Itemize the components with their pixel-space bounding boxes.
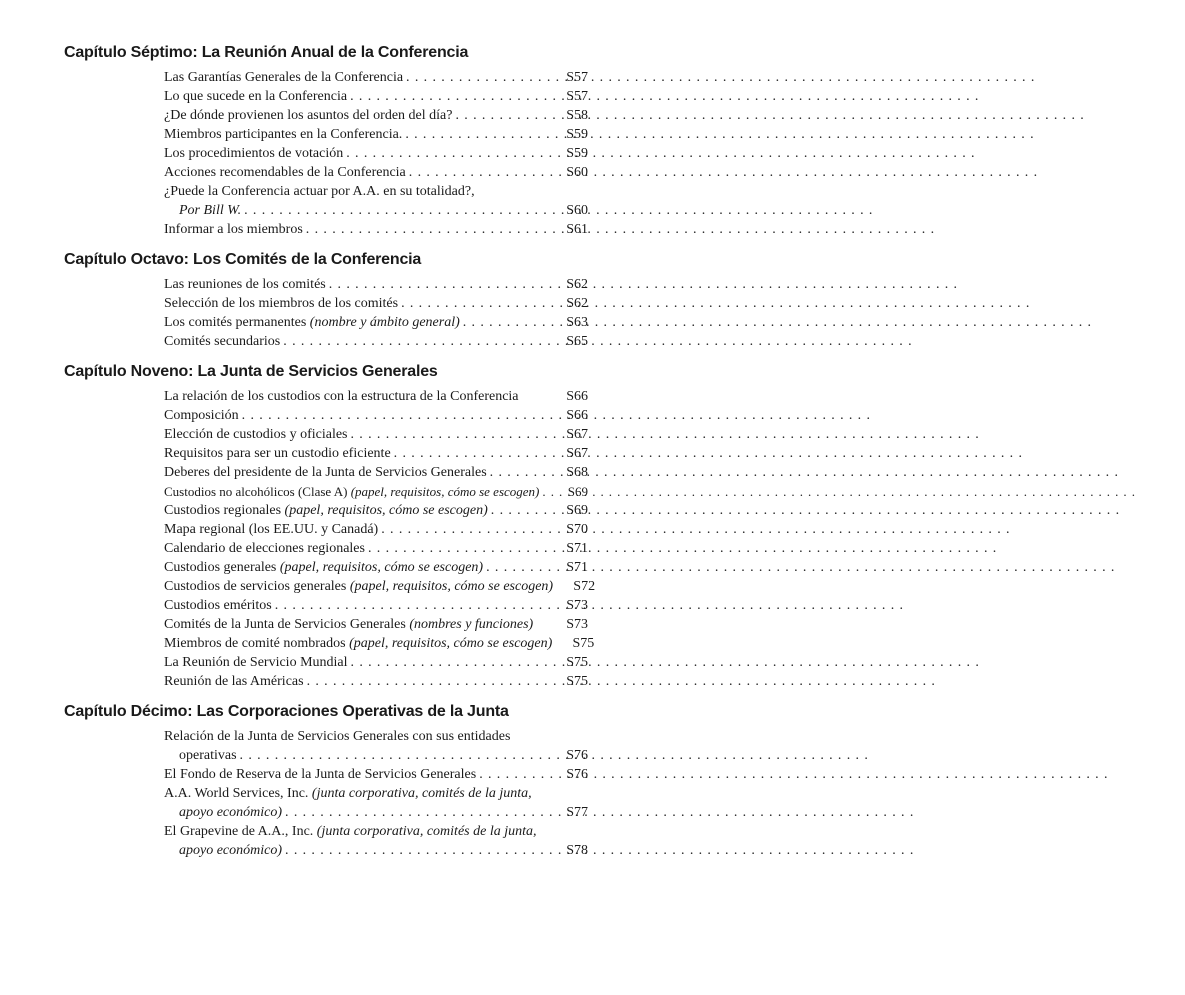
entry-text bbox=[164, 653, 348, 672]
toc-entry bbox=[164, 68, 588, 87]
entry-text bbox=[179, 803, 282, 822]
entry-text-part: El Fondo de Reserva de la Junta de Servicios Generales bbox=[164, 767, 477, 782]
toc-entry bbox=[164, 425, 588, 444]
toc-entry bbox=[164, 463, 588, 482]
page-number: S73 bbox=[566, 617, 588, 632]
dot-leader bbox=[283, 332, 555, 351]
entry-text-part: Deberes del presidente de la Junta de Servicios Generales bbox=[164, 465, 487, 480]
toc-entry bbox=[164, 275, 588, 294]
dot-leader bbox=[242, 406, 555, 425]
chapter-section bbox=[0, 42, 638, 239]
page-number: S73 bbox=[566, 598, 588, 613]
page-number: S62 bbox=[566, 277, 588, 292]
dot-leader bbox=[285, 841, 555, 860]
entry-text-part: Miembros de comité nombrados bbox=[164, 636, 346, 651]
dot-leader bbox=[350, 87, 555, 106]
entry-text-part: Elección de custodios y oficiales bbox=[164, 427, 348, 442]
entry-text-part: Los comités permanentes bbox=[164, 315, 307, 330]
entry-text bbox=[164, 425, 348, 444]
entry-text bbox=[164, 520, 378, 539]
entry-text bbox=[164, 387, 519, 406]
entry-text bbox=[164, 68, 403, 87]
entry-text-part: ¿Puede la Conferencia actuar por A.A. en su totalidad?, bbox=[164, 184, 475, 199]
dot-leader bbox=[381, 520, 555, 539]
entry-text bbox=[179, 746, 237, 765]
toc-entry bbox=[164, 803, 588, 822]
toc-entry bbox=[164, 501, 588, 520]
entry-text bbox=[164, 313, 460, 332]
page-number: S66 bbox=[566, 408, 588, 423]
entry-italic: (papel, requisitos, cómo se escogen) bbox=[349, 636, 553, 651]
entry-text bbox=[164, 765, 476, 784]
entry-text-part: Selección de los miembros de los comités bbox=[164, 296, 399, 311]
entry-italic: (junta corporativa, comités de la junta, bbox=[316, 824, 537, 839]
page-number: S71 bbox=[566, 541, 588, 556]
dot-leader bbox=[275, 596, 555, 615]
toc-entry bbox=[164, 220, 588, 239]
toc-entry bbox=[164, 539, 588, 558]
toc-entry bbox=[164, 596, 588, 615]
entry-text-part: La relación de los custodios con la estructura de la Conferencia bbox=[164, 389, 519, 404]
toc-entry bbox=[164, 653, 588, 672]
entry-text-part: Las reuniones de los comités bbox=[164, 277, 326, 292]
page-number: S57 bbox=[566, 89, 588, 104]
entry-text bbox=[164, 596, 272, 615]
page-number: S69 bbox=[567, 484, 588, 499]
entry-text-part: Reunión de las Américas bbox=[164, 674, 304, 689]
entry-text-part: Comités de la Junta de Servicios Generales bbox=[164, 617, 406, 632]
page-number: S71 bbox=[566, 560, 588, 575]
entry-text bbox=[164, 615, 533, 634]
toc-entry bbox=[164, 163, 588, 182]
dot-leader bbox=[240, 746, 555, 765]
entry-text-part: Informar a los miembros bbox=[164, 222, 303, 237]
page-number: S69 bbox=[566, 503, 588, 518]
page-number: S61 bbox=[566, 222, 588, 237]
chapter-section bbox=[0, 249, 638, 351]
toc-entry bbox=[164, 106, 588, 125]
entry-text-part: Composición bbox=[164, 408, 239, 423]
entry-text-part: La Reunión de Servicio Mundial bbox=[164, 655, 348, 670]
page-number: S76 bbox=[566, 767, 588, 782]
dot-leader bbox=[455, 106, 555, 125]
page-number: S60 bbox=[566, 165, 588, 180]
page-number: S75 bbox=[572, 636, 595, 651]
entry-text-part: Custodios regionales bbox=[164, 503, 282, 518]
entry-text bbox=[164, 87, 347, 106]
dot-leader bbox=[409, 163, 555, 182]
entry-text bbox=[164, 784, 588, 803]
entry-line bbox=[164, 784, 588, 803]
entry-text bbox=[164, 727, 588, 746]
entry-text bbox=[164, 539, 365, 558]
entry-line bbox=[164, 182, 588, 201]
entry-text-part: Custodios de servicios generales bbox=[164, 579, 347, 594]
entry-text bbox=[164, 634, 552, 653]
page-number: S75 bbox=[566, 674, 588, 689]
toc-entry bbox=[164, 313, 588, 332]
entry-text-part: Custodios generales bbox=[164, 560, 277, 575]
entry-text-part: Requisitos para ser un custodio eficiente bbox=[164, 446, 391, 461]
page-number: S63 bbox=[566, 315, 588, 330]
toc-entry bbox=[164, 841, 588, 860]
toc-entry bbox=[164, 520, 588, 539]
toc-entry bbox=[164, 615, 588, 634]
dot-leader bbox=[406, 68, 555, 87]
dot-leader bbox=[463, 313, 555, 332]
dot-leader bbox=[542, 482, 555, 501]
entry-italic: (nombre y ámbito general) bbox=[309, 315, 460, 330]
entry-text-part: Custodios no alcohólicos (Clase A) bbox=[164, 484, 348, 499]
entry-text-part: Custodios eméritos bbox=[164, 598, 272, 613]
entry-text bbox=[164, 332, 280, 351]
entry-text-part: operativas bbox=[179, 748, 237, 763]
entry-text bbox=[164, 294, 398, 313]
entry-italic: Por Bill W. bbox=[179, 203, 242, 218]
page-number: S59 bbox=[566, 146, 588, 161]
toc-entry bbox=[164, 672, 588, 691]
entry-text-part: Comités secundarios bbox=[164, 334, 281, 349]
page-number: S58 bbox=[566, 108, 588, 123]
page-number: S72 bbox=[573, 579, 596, 594]
dot-leader bbox=[351, 653, 555, 672]
dot-leader bbox=[307, 672, 555, 691]
entry-text bbox=[164, 275, 326, 294]
page-number: S67 bbox=[566, 427, 588, 442]
toc-entry bbox=[164, 387, 588, 406]
toc-entry bbox=[164, 294, 588, 313]
entry-list bbox=[164, 387, 596, 691]
entry-text-part: ¿De dónde provienen los asuntos del orden del día? bbox=[164, 108, 453, 123]
entry-text bbox=[164, 822, 588, 841]
toc-entry bbox=[164, 332, 588, 351]
table-of-contents bbox=[0, 42, 638, 870]
page-number: S59 bbox=[566, 127, 588, 142]
dot-leader bbox=[368, 539, 555, 558]
toc-entry bbox=[164, 144, 588, 163]
page-number: S65 bbox=[566, 334, 588, 349]
entry-text-part: Lo que sucede en la Conferencia bbox=[164, 89, 348, 104]
entry-text-part: Miembros participantes en la Conferencia. bbox=[164, 127, 403, 142]
dot-leader bbox=[401, 294, 555, 313]
page-number: S67 bbox=[566, 446, 588, 461]
toc-entry bbox=[164, 406, 588, 425]
entry-list bbox=[164, 275, 588, 351]
entry-text bbox=[164, 182, 588, 201]
chapter-title: Capítulo Décimo: Las Corporaciones Operativas de la Junta bbox=[64, 703, 509, 720]
dot-leader bbox=[329, 275, 555, 294]
entry-text bbox=[164, 406, 239, 425]
entry-text bbox=[164, 463, 487, 482]
chapter-title: Capítulo Séptimo: La Reunión Anual de la Conferencia bbox=[64, 44, 469, 61]
page-number: S77 bbox=[566, 805, 588, 820]
dot-leader bbox=[394, 444, 555, 463]
entry-text-part: Calendario de elecciones regionales bbox=[164, 541, 365, 556]
toc-entry bbox=[164, 634, 595, 653]
entry-line bbox=[164, 727, 588, 746]
entry-text bbox=[164, 220, 303, 239]
entry-text bbox=[164, 144, 343, 163]
page-number: S78 bbox=[566, 843, 588, 858]
entry-text-part: A.A. World Services, Inc. bbox=[164, 786, 309, 801]
toc-entry bbox=[164, 746, 588, 765]
chapter-section bbox=[0, 701, 638, 860]
chapter-section bbox=[0, 361, 638, 691]
page-number: S75 bbox=[566, 655, 588, 670]
dot-leader bbox=[486, 558, 555, 577]
entry-text-part: Relación de la Junta de Servicios Generales con sus entidades bbox=[164, 729, 511, 744]
entry-italic: apoyo económico) bbox=[179, 805, 283, 820]
entry-line bbox=[164, 822, 588, 841]
dot-leader bbox=[479, 765, 555, 784]
entry-text bbox=[164, 106, 452, 125]
entry-italic: (junta corporativa, comités de la junta, bbox=[311, 786, 532, 801]
entry-text bbox=[179, 841, 282, 860]
entry-italic: (papel, requisitos, cómo se escogen) bbox=[279, 560, 484, 575]
page-number: S57 bbox=[566, 70, 588, 85]
toc-entry bbox=[164, 87, 588, 106]
dot-leader bbox=[491, 501, 555, 520]
entry-italic: (nombres y funciones) bbox=[409, 617, 534, 632]
entry-text bbox=[164, 672, 304, 691]
dot-leader bbox=[285, 803, 555, 822]
dot-leader bbox=[244, 201, 555, 220]
page-number: S62 bbox=[566, 296, 588, 311]
entry-italic: (papel, requisitos, cómo se escogen) bbox=[284, 503, 488, 518]
entry-text bbox=[164, 482, 539, 501]
toc-entry bbox=[164, 125, 588, 144]
entry-list bbox=[164, 727, 588, 860]
entry-text bbox=[164, 577, 553, 596]
dot-leader bbox=[490, 463, 555, 482]
dot-leader bbox=[306, 220, 555, 239]
toc-entry bbox=[164, 201, 588, 220]
page-number: S60 bbox=[566, 203, 588, 218]
toc-entry bbox=[164, 577, 596, 596]
entry-text bbox=[164, 125, 402, 144]
entry-text bbox=[164, 501, 488, 520]
chapter-title: Capítulo Noveno: La Junta de Servicios Generales bbox=[64, 363, 438, 380]
entry-text-part: Los procedimientos de votación bbox=[164, 146, 344, 161]
toc-entry bbox=[164, 482, 588, 501]
page-number: S76 bbox=[566, 748, 588, 763]
entry-italic: (papel, requisitos, cómo se escogen) bbox=[349, 579, 554, 594]
page-number: S68 bbox=[566, 465, 588, 480]
toc-entry bbox=[164, 765, 588, 784]
entry-text-part: El Grapevine de A.A., Inc. bbox=[164, 824, 314, 839]
page-number: S70 bbox=[566, 522, 588, 537]
dot-leader bbox=[405, 125, 555, 144]
entry-text-part: Las Garantías Generales de la Conferencia bbox=[164, 70, 404, 85]
toc-entry bbox=[164, 444, 588, 463]
entry-text bbox=[179, 201, 241, 220]
page-number: S66 bbox=[566, 389, 588, 404]
entry-text bbox=[164, 444, 391, 463]
entry-italic: (papel, requisitos, cómo se escogen) bbox=[350, 484, 540, 499]
entry-text bbox=[164, 558, 483, 577]
chapter-title: Capítulo Octavo: Los Comités de la Conferencia bbox=[64, 251, 422, 268]
entry-text-part: Mapa regional (los EE.UU. y Canadá) bbox=[164, 522, 379, 537]
entry-list bbox=[164, 68, 588, 239]
entry-text bbox=[164, 163, 406, 182]
dot-leader bbox=[346, 144, 555, 163]
entry-text-part: Acciones recomendables de la Conferencia bbox=[164, 165, 406, 180]
toc-entry bbox=[164, 558, 588, 577]
entry-italic: apoyo económico) bbox=[179, 843, 283, 858]
dot-leader bbox=[351, 425, 556, 444]
